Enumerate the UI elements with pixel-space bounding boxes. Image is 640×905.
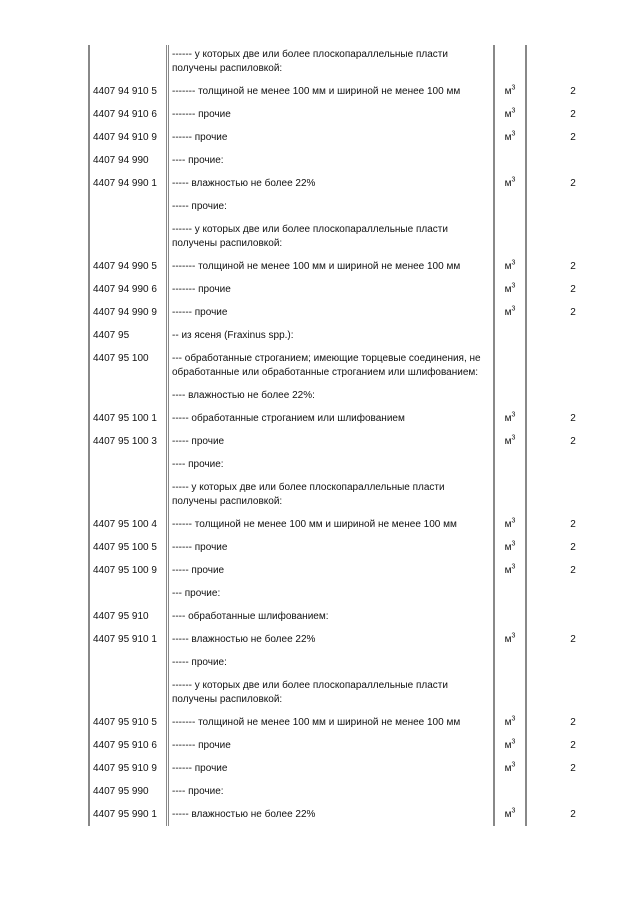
code-cell [89, 713, 168, 736]
table-row [89, 630, 619, 653]
description-cell [168, 174, 495, 197]
description-cell-text: --- обработанные строганием; имеющие торцевые соединения, не обработанные или обработанные строганием или шлифованием: [172, 353, 481, 378]
unit-superscript: 3 [511, 540, 516, 548]
code-cell [89, 782, 168, 805]
code-cell [89, 432, 168, 455]
code-cell-text: 4407 95 990 [93, 786, 149, 797]
unit-superscript: 3 [511, 176, 516, 184]
code-cell-text: 4407 95 100 9 [93, 565, 157, 576]
quantity-cell [526, 45, 619, 82]
code-cell-text: 4407 95 990 1 [93, 809, 157, 820]
description-cell-text: ----- у которых две или более плоскопараллельные пласти получены распиловкой: [172, 482, 445, 507]
unit-cell [494, 676, 526, 713]
description-cell [168, 432, 495, 455]
description-cell [168, 713, 495, 736]
description-cell [168, 653, 495, 676]
code-cell [89, 326, 168, 349]
unit-superscript: 3 [511, 761, 516, 769]
description-cell-text: -- из ясеня (Fraxinus spp.): [172, 330, 294, 341]
unit-superscript: 3 [511, 259, 516, 267]
code-cell-text: 4407 94 990 9 [93, 307, 157, 318]
description-cell [168, 349, 495, 386]
quantity-cell-text: 2 [570, 740, 576, 751]
unit-cell [494, 478, 526, 515]
code-cell [89, 303, 168, 326]
description-cell-text: ------ прочие [172, 763, 228, 774]
description-cell-text: ------ у которых две или более плоскопараллельные пласти получены распиловкой: [172, 224, 448, 249]
description-cell [168, 630, 495, 653]
code-cell [89, 174, 168, 197]
code-cell-text: 4407 95 910 [93, 611, 149, 622]
unit-cell [494, 782, 526, 805]
unit-cell-text: м [504, 178, 512, 189]
description-cell [168, 515, 495, 538]
code-cell [89, 736, 168, 759]
description-cell-text: ---- прочие: [172, 786, 224, 797]
code-cell [89, 280, 168, 303]
table-row [89, 326, 619, 349]
unit-cell-text: м [504, 307, 512, 318]
description-cell [168, 105, 495, 128]
description-cell-text: ------ прочие [172, 307, 228, 318]
quantity-cell [526, 303, 619, 326]
unit-cell [494, 653, 526, 676]
code-cell-text: 4407 94 990 5 [93, 261, 157, 272]
quantity-cell-text: 2 [570, 261, 576, 272]
unit-superscript: 3 [511, 84, 516, 92]
description-cell [168, 220, 495, 257]
quantity-cell [526, 759, 619, 782]
description-cell [168, 386, 495, 409]
code-cell [89, 220, 168, 257]
unit-superscript: 3 [511, 411, 516, 419]
table-row [89, 280, 619, 303]
unit-cell [494, 713, 526, 736]
code-cell [89, 607, 168, 630]
unit-cell-text: м [504, 284, 512, 295]
unit-cell [494, 197, 526, 220]
unit-cell [494, 303, 526, 326]
code-cell [89, 538, 168, 561]
unit-cell [494, 515, 526, 538]
description-cell-text: ----- прочие: [172, 201, 227, 212]
unit-cell [494, 538, 526, 561]
table-row [89, 220, 619, 257]
table-row [89, 349, 619, 386]
unit-cell [494, 45, 526, 82]
description-cell-text: ----- влажностью не более 22% [172, 809, 316, 820]
description-cell [168, 676, 495, 713]
description-cell [168, 280, 495, 303]
quantity-cell [526, 805, 619, 826]
description-cell [168, 759, 495, 782]
unit-cell [494, 220, 526, 257]
unit-superscript: 3 [511, 434, 516, 442]
code-cell [89, 805, 168, 826]
code-cell [89, 349, 168, 386]
code-cell [89, 515, 168, 538]
table-row [89, 174, 619, 197]
description-cell [168, 584, 495, 607]
code-cell-text: 4407 95 910 6 [93, 740, 157, 751]
unit-cell [494, 174, 526, 197]
quantity-cell [526, 676, 619, 713]
unit-cell [494, 630, 526, 653]
unit-cell [494, 409, 526, 432]
unit-cell-text: м [504, 109, 512, 120]
code-cell-text: 4407 94 990 6 [93, 284, 157, 295]
description-cell [168, 455, 495, 478]
description-cell-text: ------ у которых две или более плоскопараллельные пласти получены распиловкой: [172, 49, 448, 74]
code-cell [89, 45, 168, 82]
quantity-cell-text: 2 [570, 519, 576, 530]
table-row [89, 561, 619, 584]
description-cell-text: ------- прочие [172, 740, 231, 751]
quantity-cell [526, 82, 619, 105]
description-cell [168, 736, 495, 759]
unit-superscript: 3 [511, 807, 516, 815]
description-cell [168, 478, 495, 515]
unit-cell-text: м [504, 809, 512, 820]
unit-superscript: 3 [511, 282, 516, 290]
table-row [89, 455, 619, 478]
unit-cell [494, 432, 526, 455]
description-cell-text: ----- прочие [172, 436, 225, 447]
quantity-cell [526, 736, 619, 759]
quantity-cell [526, 584, 619, 607]
unit-cell-text: м [504, 436, 512, 447]
description-cell-text: ---- влажностью не более 22%: [172, 390, 315, 401]
unit-cell-text: м [504, 86, 512, 97]
unit-cell [494, 257, 526, 280]
unit-cell [494, 280, 526, 303]
unit-superscript: 3 [511, 715, 516, 723]
description-cell-text: --- прочие: [172, 588, 221, 599]
table-row [89, 478, 619, 515]
code-cell [89, 455, 168, 478]
unit-cell [494, 805, 526, 826]
description-cell-text: ---- обработанные шлифованием: [172, 611, 329, 622]
unit-cell [494, 128, 526, 151]
description-cell-text: ----- влажностью не более 22% [172, 178, 316, 189]
quantity-cell [526, 128, 619, 151]
description-cell [168, 303, 495, 326]
code-cell [89, 676, 168, 713]
unit-cell [494, 326, 526, 349]
code-cell-text: 4407 94 910 5 [93, 86, 157, 97]
code-cell-text: 4407 94 910 6 [93, 109, 157, 120]
quantity-cell [526, 432, 619, 455]
quantity-cell [526, 630, 619, 653]
description-cell [168, 538, 495, 561]
code-cell [89, 409, 168, 432]
table-row [89, 584, 619, 607]
unit-cell-text: м [504, 565, 512, 576]
description-cell-text: ---- прочие: [172, 459, 224, 470]
unit-superscript: 3 [511, 130, 516, 138]
quantity-cell [526, 280, 619, 303]
quantity-cell [526, 326, 619, 349]
quantity-cell [526, 151, 619, 174]
table-row [89, 653, 619, 676]
code-cell [89, 386, 168, 409]
table-row [89, 257, 619, 280]
unit-cell [494, 151, 526, 174]
description-cell-text: ------ прочие [172, 542, 228, 553]
description-cell-text: ------- толщиной не менее 100 мм и шириной не менее 100 мм [172, 717, 461, 728]
unit-cell-text: м [504, 542, 512, 553]
table-row [89, 538, 619, 561]
quantity-cell [526, 197, 619, 220]
unit-cell [494, 584, 526, 607]
quantity-cell-text: 2 [570, 542, 576, 553]
description-cell-text: ---- прочие: [172, 155, 224, 166]
tariff-table-body [89, 45, 619, 826]
description-cell-text: ------- толщиной не менее 100 мм и шириной не менее 100 мм [172, 86, 461, 97]
quantity-cell-text: 2 [570, 809, 576, 820]
code-cell-text: 4407 94 990 1 [93, 178, 157, 189]
table-row [89, 82, 619, 105]
code-cell [89, 82, 168, 105]
code-cell [89, 257, 168, 280]
code-cell-text: 4407 95 100 4 [93, 519, 157, 530]
quantity-cell [526, 409, 619, 432]
code-cell [89, 197, 168, 220]
quantity-cell-text: 2 [570, 763, 576, 774]
description-cell-text: ----- прочие: [172, 657, 227, 668]
unit-cell-text: м [504, 132, 512, 143]
unit-cell [494, 455, 526, 478]
code-cell [89, 653, 168, 676]
code-cell [89, 561, 168, 584]
unit-cell-text: м [504, 717, 512, 728]
code-cell-text: 4407 94 990 [93, 155, 149, 166]
table-row [89, 386, 619, 409]
tariff-table [88, 45, 619, 826]
code-cell [89, 478, 168, 515]
description-cell [168, 607, 495, 630]
quantity-cell-text: 2 [570, 565, 576, 576]
table-row [89, 45, 619, 82]
description-cell [168, 45, 495, 82]
quantity-cell [526, 349, 619, 386]
table-row [89, 713, 619, 736]
table-row [89, 515, 619, 538]
quantity-cell [526, 713, 619, 736]
unit-cell-text: м [504, 413, 512, 424]
quantity-cell-text: 2 [570, 307, 576, 318]
quantity-cell [526, 653, 619, 676]
quantity-cell-text: 2 [570, 436, 576, 447]
quantity-cell [526, 538, 619, 561]
code-cell [89, 630, 168, 653]
table-row [89, 759, 619, 782]
unit-cell [494, 105, 526, 128]
quantity-cell-text: 2 [570, 109, 576, 120]
unit-cell-text: м [504, 740, 512, 751]
description-cell-text: ----- прочие [172, 565, 225, 576]
quantity-cell [526, 455, 619, 478]
quantity-cell-text: 2 [570, 634, 576, 645]
unit-cell [494, 736, 526, 759]
table-row [89, 409, 619, 432]
unit-superscript: 3 [511, 517, 516, 525]
quantity-cell-text: 2 [570, 413, 576, 424]
unit-cell [494, 349, 526, 386]
code-cell-text: 4407 95 910 1 [93, 634, 157, 645]
description-cell [168, 82, 495, 105]
table-row [89, 128, 619, 151]
code-cell [89, 151, 168, 174]
unit-superscript: 3 [511, 305, 516, 313]
description-cell-text: ----- обработанные строганием или шлифованием [172, 413, 405, 424]
quantity-cell [526, 174, 619, 197]
unit-superscript: 3 [511, 107, 516, 115]
quantity-cell [526, 607, 619, 630]
quantity-cell [526, 257, 619, 280]
quantity-cell-text: 2 [570, 132, 576, 143]
code-cell-text: 4407 95 100 1 [93, 413, 157, 424]
table-row [89, 805, 619, 826]
unit-cell-text: м [504, 634, 512, 645]
description-cell [168, 197, 495, 220]
description-cell-text: ------- прочие [172, 109, 231, 120]
description-cell [168, 805, 495, 826]
description-cell [168, 257, 495, 280]
quantity-cell-text: 2 [570, 284, 576, 295]
description-cell [168, 128, 495, 151]
code-cell [89, 105, 168, 128]
code-cell-text: 4407 95 100 [93, 353, 149, 364]
quantity-cell-text: 2 [570, 86, 576, 97]
table-row [89, 151, 619, 174]
table-row [89, 782, 619, 805]
unit-cell-text: м [504, 519, 512, 530]
description-cell-text: ----- влажностью не более 22% [172, 634, 316, 645]
table-row [89, 607, 619, 630]
unit-superscript: 3 [511, 632, 516, 640]
unit-cell [494, 561, 526, 584]
quantity-cell [526, 561, 619, 584]
description-cell-text: ------ толщиной не менее 100 мм и шириной не менее 100 мм [172, 519, 457, 530]
quantity-cell [526, 386, 619, 409]
description-cell-text: ------ у которых две или более плоскопараллельные пласти получены распиловкой: [172, 680, 448, 705]
quantity-cell-text: 2 [570, 178, 576, 189]
table-row [89, 736, 619, 759]
quantity-cell-text: 2 [570, 717, 576, 728]
table-row [89, 105, 619, 128]
table-row [89, 432, 619, 455]
description-cell [168, 326, 495, 349]
description-cell-text: ------ прочие [172, 132, 228, 143]
code-cell-text: 4407 94 910 9 [93, 132, 157, 143]
quantity-cell [526, 220, 619, 257]
quantity-cell [526, 105, 619, 128]
description-cell [168, 151, 495, 174]
table-row [89, 676, 619, 713]
unit-cell [494, 82, 526, 105]
description-cell [168, 782, 495, 805]
code-cell-text: 4407 95 910 9 [93, 763, 157, 774]
description-cell-text: ------- прочие [172, 284, 231, 295]
unit-superscript: 3 [511, 738, 516, 746]
code-cell [89, 128, 168, 151]
unit-cell-text: м [504, 261, 512, 272]
code-cell [89, 759, 168, 782]
description-cell [168, 561, 495, 584]
code-cell [89, 584, 168, 607]
description-cell [168, 409, 495, 432]
table-row [89, 303, 619, 326]
table-row [89, 197, 619, 220]
unit-superscript: 3 [511, 563, 516, 571]
code-cell-text: 4407 95 100 3 [93, 436, 157, 447]
code-cell-text: 4407 95 910 5 [93, 717, 157, 728]
code-cell-text: 4407 95 [93, 330, 130, 341]
quantity-cell [526, 782, 619, 805]
code-cell-text: 4407 95 100 5 [93, 542, 157, 553]
description-cell-text: ------- толщиной не менее 100 мм и шириной не менее 100 мм [172, 261, 461, 272]
unit-cell [494, 607, 526, 630]
quantity-cell [526, 515, 619, 538]
unit-cell [494, 386, 526, 409]
unit-cell [494, 759, 526, 782]
quantity-cell [526, 478, 619, 515]
unit-cell-text: м [504, 763, 512, 774]
